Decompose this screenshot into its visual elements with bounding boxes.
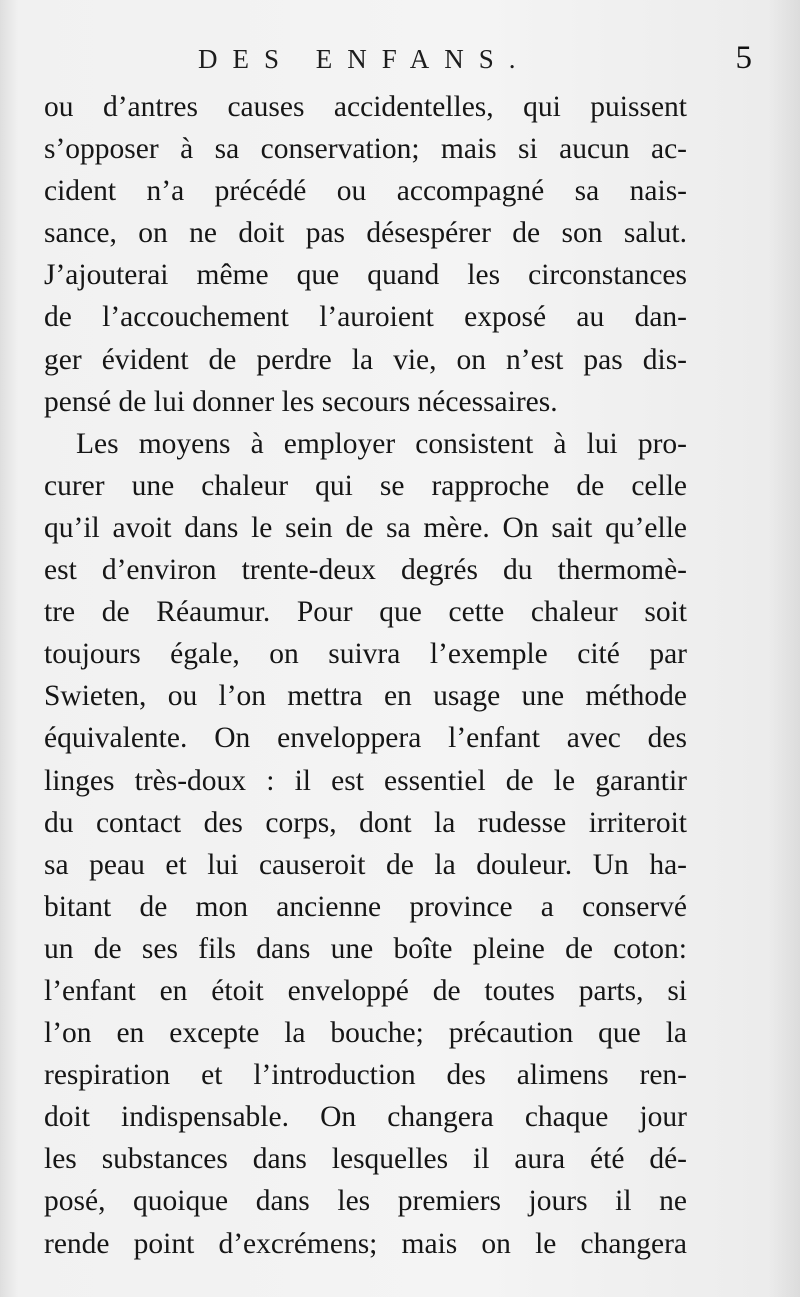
- text-line: sa peau et lui causeroit de la douleur. Un ha-: [44, 848, 687, 881]
- text-line: posé, quoique dans les premiers jours il ne: [44, 1185, 687, 1218]
- paragraph-1: [44, 86, 687, 423]
- text-line: qu’il avoit dans le sein de sa mère. On sait qu’elle: [44, 511, 687, 544]
- running-title: DES ENFANS.: [198, 44, 531, 74]
- text-line: est d’environ trente-deux degrés du thermomè-: [44, 554, 687, 587]
- text-line: équivalente. On enveloppera l’enfant avec des: [44, 722, 687, 755]
- text-line: ger évident de perdre la vie, on n’est pas dis-: [44, 343, 687, 376]
- text-line: tre de Réaumur. Pour que cette chaleur soit: [44, 596, 687, 629]
- page-number: 5: [735, 40, 752, 76]
- body-text: [44, 86, 687, 1265]
- text-line: Swieten, ou l’on mettra en usage une méthode: [44, 680, 687, 713]
- text-line: Les moyens à employer consistent à lui pro-: [76, 427, 687, 460]
- text-line: l’on en excepte la bouche; précaution que la: [44, 1017, 687, 1050]
- text-line: doit indispensable. On changera chaque jour: [44, 1101, 687, 1134]
- text-line: sance, on ne doit pas désespérer de son salut.: [44, 217, 687, 250]
- page-header: [40, 40, 752, 86]
- text-line: l’enfant en étoit enveloppé de toutes parts, si: [44, 974, 687, 1007]
- text-line: J’ajouterai même que quand les circonstances: [44, 259, 687, 292]
- text-line: ou d’antres causes accidentelles, qui puissent: [44, 91, 687, 123]
- text-line: curer une chaleur qui se rapproche de celle: [44, 469, 687, 502]
- text-line: bitant de mon ancienne province a conservé: [44, 890, 687, 923]
- text-line: rende point d’excrémens; mais on le changera: [44, 1227, 687, 1260]
- text-line: cident n’a précédé ou accompagné sa nais-: [44, 175, 687, 208]
- paragraph-2: [44, 423, 687, 1265]
- text-line: pensé de lui donner les secours nécessaires.: [44, 385, 558, 418]
- text-line: toujours égale, on suivra l’exemple cité par: [44, 638, 687, 671]
- text-line: les substances dans lesquelles il aura été dé-: [44, 1143, 687, 1176]
- text-line: un de ses fils dans une boîte pleine de coton:: [44, 932, 687, 965]
- text-line: de l’accouchement l’auroient exposé au dan-: [44, 301, 687, 334]
- text-line: s’opposer à sa conservation; mais si aucun ac-: [44, 133, 687, 166]
- text-line: respiration et l’introduction des alimens ren-: [44, 1059, 687, 1092]
- text-line: linges très-doux : il est essentiel de le garantir: [44, 764, 687, 797]
- text-line: du contact des corps, dont la rudesse irriteroit: [44, 806, 687, 839]
